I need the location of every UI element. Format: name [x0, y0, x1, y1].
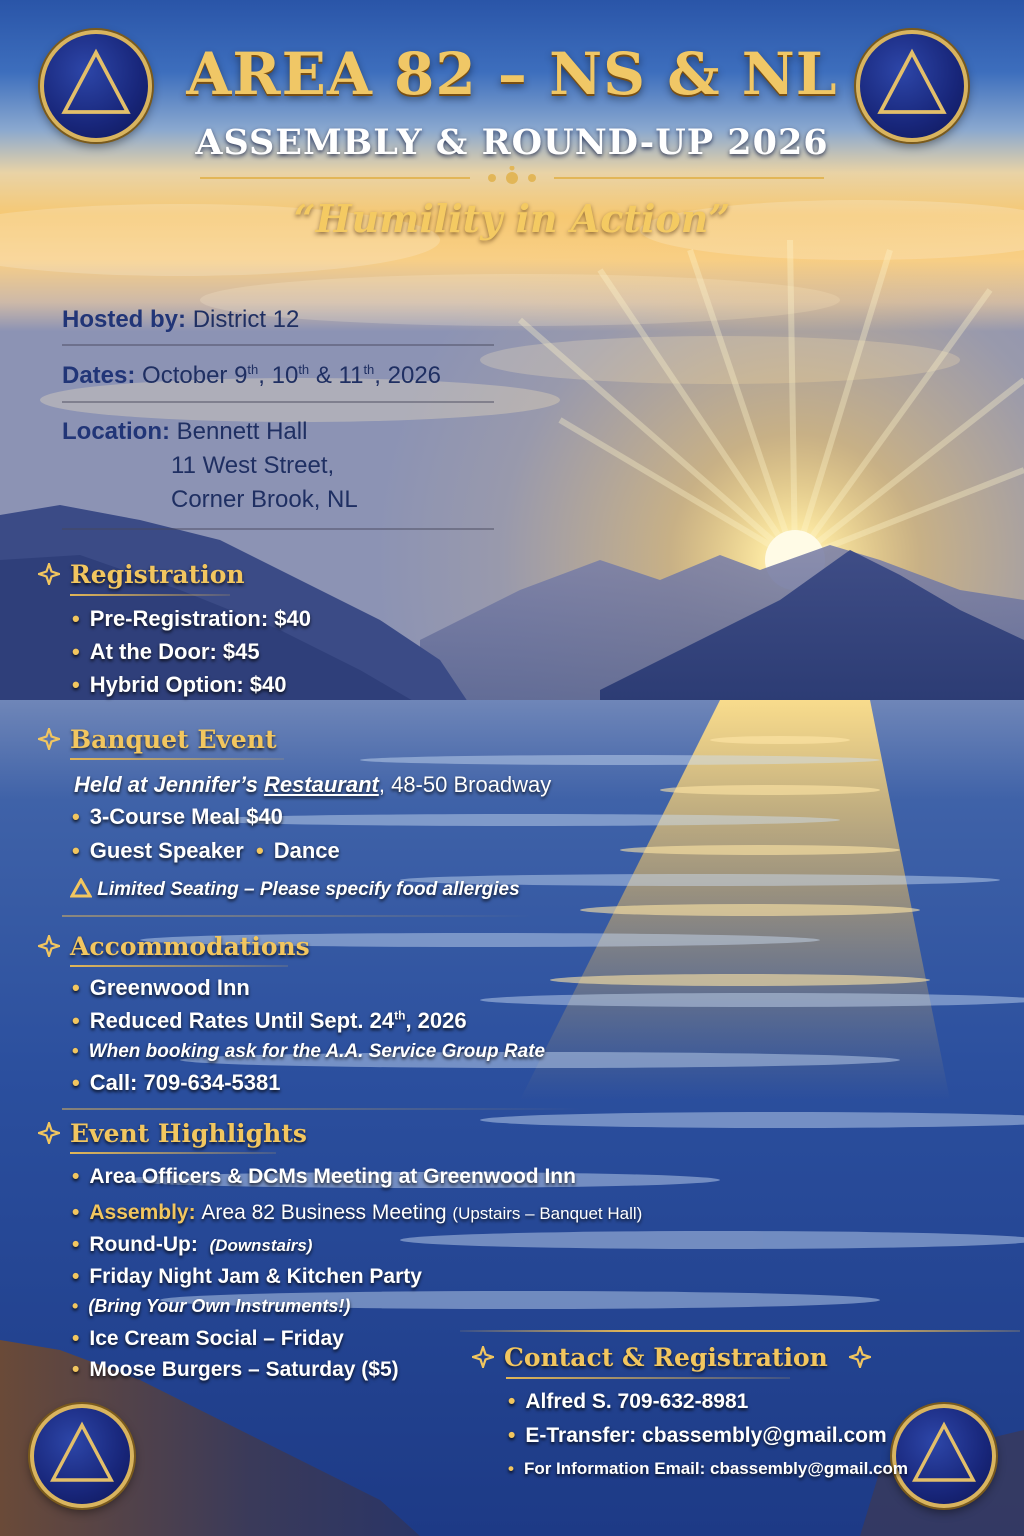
divider-rule [62, 915, 532, 917]
heading-underline [506, 1377, 790, 1379]
banquet-note: Limited Seating – Please specify food allergies [70, 878, 520, 901]
date-suffix: th [363, 362, 375, 377]
list-item: • Area Officers & DCMs Meeting at Greenwood Inn [72, 1165, 576, 1188]
list-item: • Round-Up: (Downstairs) [72, 1233, 313, 1256]
date-suffix: th [247, 362, 259, 377]
date-separator: , [258, 362, 265, 389]
list-item: • Friday Night Jam & Kitchen Party [72, 1265, 422, 1288]
diamond-star-icon [38, 560, 60, 589]
heading-underline [70, 594, 230, 596]
contact-phone: • Alfred S. 709-632-8981 [508, 1390, 749, 1413]
diamond-star-icon [38, 932, 60, 961]
list-item: • (Bring Your Own Instruments!) [72, 1296, 351, 1316]
date-day-1: October 9 [142, 362, 248, 389]
location-line-1: Bennett Hall [176, 418, 308, 445]
list-item: • 3-Course Meal $40 [72, 804, 283, 829]
hosted-by [62, 306, 299, 334]
list-item: • Ice Cream Social – Friday [72, 1327, 344, 1350]
list-item: • At the Door: $45 [72, 639, 260, 664]
aa-triangle-emblem-bottom-right [892, 1404, 996, 1508]
contact-etransfer: • E-Transfer: cbassembly@gmail.com [508, 1424, 887, 1447]
date-day-3: 11 [338, 362, 364, 389]
date-suffix: th [298, 362, 310, 377]
accommodations-heading-text: Accommodations [70, 932, 310, 961]
banquet-venue: Held at Jennifer’s Restaurant, 48-50 Broadway [74, 772, 552, 797]
divider-rule [62, 344, 494, 346]
diamond-star-icon [38, 1119, 60, 1148]
contact-heading [472, 1343, 881, 1376]
registration-heading-text: Registration [70, 560, 245, 589]
accommodations-heading [38, 932, 310, 965]
hosted-value: District 12 [192, 306, 300, 333]
list-item: • Moose Burgers – Saturday ($5) [72, 1358, 399, 1381]
list-item: • Assembly: Area 82 Business Meeting (Upstairs – Banquet Hall) [72, 1201, 643, 1224]
list-item: • Call: 709-634-5381 [72, 1070, 281, 1095]
date-year: , 2026 [374, 362, 442, 389]
heading-underline [70, 965, 288, 967]
list-item: • Pre-Registration: $40 [72, 606, 311, 631]
location-line-3: Corner Brook, NL [171, 486, 358, 513]
aa-triangle-emblem-bottom-left [30, 1404, 134, 1508]
diamond-star-icon [849, 1343, 871, 1372]
location-label: Location: [62, 418, 170, 445]
banquet-heading-text: Banquet Event [70, 725, 277, 754]
divider-rule [460, 1330, 1020, 1332]
heading-underline [70, 1152, 276, 1154]
list-item: • Reduced Rates Until Sept. 24th, 2026 [72, 1008, 467, 1033]
event-dates [62, 362, 441, 390]
warning-triangle-icon [70, 879, 92, 900]
heading-underline [70, 758, 284, 760]
highlights-heading [38, 1119, 307, 1152]
highlights-heading-text: Event Highlights [70, 1119, 307, 1148]
dates-label: Dates: [62, 362, 136, 389]
poster-subtitle: ASSEMBLY & ROUND-UP 2026 [195, 122, 829, 163]
list-item: • Hybrid Option: $40 [72, 672, 287, 697]
list-item: • Greenwood Inn [72, 975, 250, 1000]
poster-tagline: “Humility in Action” [293, 196, 731, 241]
hosted-label: Hosted by: [62, 306, 187, 333]
registration-heading [38, 560, 245, 593]
contact-heading-text: Contact & Registration [504, 1343, 828, 1372]
date-day-2: 10 [271, 362, 299, 389]
list-item: • Guest Speaker • Dance [72, 838, 340, 863]
ornament-divider [200, 166, 824, 190]
diamond-star-icon [472, 1343, 494, 1372]
divider-rule [62, 401, 494, 403]
divider-rule [62, 528, 494, 530]
diamond-star-icon [38, 725, 60, 754]
banquet-heading [38, 725, 277, 758]
poster-title: AREA 82 – NS & NL [186, 40, 838, 108]
date-separator: & [315, 362, 332, 389]
list-item: • When booking ask for the A.A. Service Group Rate [72, 1041, 546, 1062]
divider-rule [62, 1108, 582, 1110]
location-line-2: 11 West Street, [171, 452, 335, 479]
contact-info-email: • For Information Email: cbassembly@gmail.com [508, 1459, 909, 1478]
event-location [62, 418, 307, 446]
